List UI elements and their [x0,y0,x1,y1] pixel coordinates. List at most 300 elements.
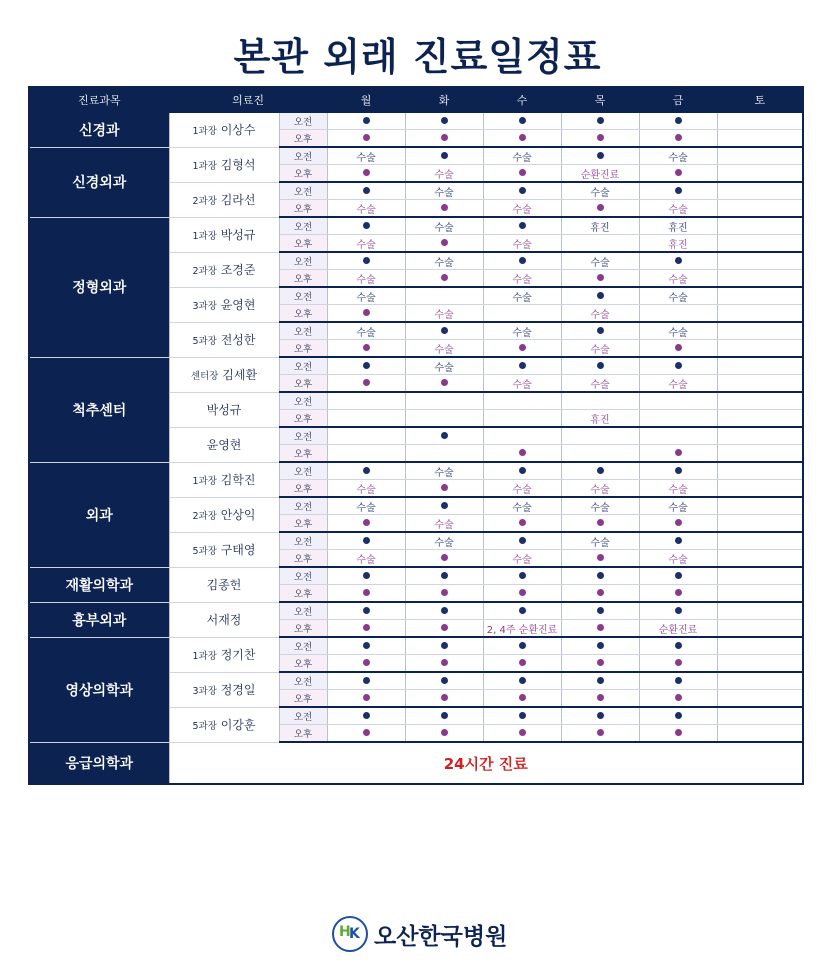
clinic-dot-icon [519,222,526,229]
emblem-letter-k: K [349,926,360,942]
schedule-note: 수술 [356,292,376,304]
schedule-cell [639,690,717,708]
clinic-dot-icon [363,519,370,526]
schedule-cell [561,305,639,323]
schedule-cell [405,305,483,323]
clinic-dot-icon [675,729,682,736]
schedule-cell [717,270,803,288]
schedule-cell [639,672,717,690]
schedule-cell [483,130,561,148]
clinic-dot-icon [441,432,448,439]
schedule-cell [561,620,639,638]
clinic-dot-icon [441,327,448,334]
schedule-row-am [29,567,803,585]
session-label-pm: 오후 [279,550,327,568]
schedule-table [28,86,804,785]
schedule-cell [639,637,717,655]
header-day-mon: 월 [327,87,405,113]
schedule-cell [327,550,405,568]
clinic-dot-icon [519,572,526,579]
clinic-dot-icon [519,659,526,666]
session-label-am: 오전 [279,322,327,340]
header-day-thu: 목 [561,87,639,113]
schedule-cell [327,357,405,375]
schedule-cell [327,113,405,130]
schedule-note: 수술 [434,519,454,531]
schedule-cell [639,497,717,515]
schedule-cell [717,200,803,218]
schedule-cell [405,130,483,148]
session-label-pm: 오후 [279,375,327,393]
schedule-note: 수술 [512,292,532,304]
schedule-cell [561,725,639,743]
schedule-cell [717,357,803,375]
schedule-note: 휴진 [668,239,688,251]
schedule-cell [561,550,639,568]
schedule-note: 휴진 [590,414,610,426]
schedule-cell [717,655,803,673]
schedule-cell [639,620,717,638]
doctor-title: 2과장 [192,196,217,207]
schedule-cell [483,585,561,603]
session-label-am: 오전 [279,357,327,375]
schedule-cell [639,655,717,673]
schedule-cell [483,602,561,620]
schedule-cell [327,392,405,410]
schedule-row-am [29,357,803,375]
schedule-note: 수술 [356,502,376,514]
schedule-cell [483,182,561,200]
schedule-note: 2, 4주 순환진료 [486,624,558,636]
schedule-cell [561,637,639,655]
emergency-row [29,742,803,784]
schedule-note: 수술 [512,152,532,164]
session-label-am: 오전 [279,567,327,585]
clinic-dot-icon [675,659,682,666]
schedule-cell [639,182,717,200]
schedule-cell [561,515,639,533]
schedule-note: 수술 [434,169,454,181]
doctor-cell [169,567,279,602]
session-label-pm: 오후 [279,725,327,743]
header-day-tue: 화 [405,87,483,113]
schedule-note: 수술 [356,554,376,566]
schedule-cell [483,200,561,218]
schedule-cell [483,252,561,270]
department-name: 흉부외과 [29,602,169,637]
schedule-cell [483,217,561,235]
session-label-pm: 오후 [279,620,327,638]
schedule-cell [639,462,717,480]
schedule-cell [561,217,639,235]
doctor-cell [169,637,279,672]
doctor-name: 이강훈 [220,718,256,732]
doctor-name: 박성규 [220,228,256,242]
doctor-title: 2과장 [192,266,217,277]
schedule-cell [405,602,483,620]
schedule-cell [327,375,405,393]
doctor-cell [169,357,279,392]
schedule-cell [405,672,483,690]
session-label-pm: 오후 [279,165,327,183]
clinic-dot-icon [675,187,682,194]
emblem-letter-h: H [339,924,351,940]
schedule-cell [561,427,639,445]
schedule-note: 휴진 [668,222,688,234]
doctor-name: 구태영 [220,543,256,557]
schedule-cell [327,725,405,743]
schedule-cell [561,497,639,515]
schedule-cell [405,497,483,515]
schedule-note: 수술 [356,327,376,339]
doctor-cell [169,497,279,532]
schedule-cell [483,305,561,323]
doctor-cell [169,217,279,252]
doctor-title: 센터장 [190,371,219,382]
clinic-dot-icon [597,554,604,561]
schedule-note: 수술 [434,362,454,374]
schedule-note: 수술 [356,204,376,216]
schedule-cell [561,235,639,253]
schedule-cell [483,690,561,708]
doctor-title: 2과장 [192,511,217,522]
session-label-pm: 오후 [279,515,327,533]
clinic-dot-icon [597,134,604,141]
session-label-am: 오전 [279,462,327,480]
clinic-dot-icon [441,484,448,491]
schedule-cell [561,322,639,340]
doctor-name: 윤영현 [220,298,256,312]
session-label-am: 오전 [279,287,327,305]
schedule-cell [483,392,561,410]
schedule-note: 수술 [590,257,610,269]
schedule-note: 수술 [512,502,532,514]
clinic-dot-icon [597,274,604,281]
doctor-title: 1과장 [192,126,217,138]
schedule-cell [483,340,561,358]
clinic-dot-icon [519,677,526,684]
schedule-note: 수술 [356,274,376,286]
schedule-note: 수술 [668,502,688,514]
schedule-note: 순환진료 [580,169,620,181]
clinic-dot-icon [441,729,448,736]
schedule-cell [639,567,717,585]
schedule-cell [717,182,803,200]
schedule-row-am [29,462,803,480]
clinic-dot-icon [675,257,682,264]
session-label-am: 오전 [279,497,327,515]
department-name: 척추센터 [29,357,169,462]
schedule-cell [639,725,717,743]
schedule-cell [405,322,483,340]
schedule-cell [639,707,717,725]
schedule-cell [483,357,561,375]
clinic-dot-icon [519,642,526,649]
schedule-body [29,113,803,785]
schedule-note: 수술 [668,327,688,339]
schedule-note: 수술 [512,484,532,496]
doctor-cell [169,182,279,217]
schedule-cell [483,427,561,445]
clinic-dot-icon [363,362,370,369]
schedule-cell [639,270,717,288]
schedule-cell [639,375,717,393]
schedule-cell [717,147,803,165]
schedule-note: 수술 [590,187,610,199]
clinic-dot-icon [597,117,604,124]
schedule-cell [405,217,483,235]
schedule-cell [717,445,803,463]
schedule-row-am [29,147,803,165]
doctor-title: 3과장 [192,686,217,697]
schedule-cell [405,690,483,708]
clinic-dot-icon [441,642,448,649]
schedule-row-am [29,637,803,655]
doctor-cell [169,392,279,427]
schedule-cell [405,147,483,165]
schedule-cell [327,462,405,480]
clinic-dot-icon [363,537,370,544]
header-doctor: 의료진 [169,87,327,113]
schedule-cell [405,113,483,130]
schedule-cell [483,113,561,130]
session-label-pm: 오후 [279,655,327,673]
clinic-dot-icon [597,642,604,649]
clinic-dot-icon [441,502,448,509]
schedule-cell [717,375,803,393]
schedule-cell [639,357,717,375]
schedule-cell [561,252,639,270]
schedule-cell [327,130,405,148]
schedule-cell [327,690,405,708]
schedule-cell [405,357,483,375]
schedule-cell [561,672,639,690]
schedule-note: 수술 [668,152,688,164]
schedule-note: 수술 [590,484,610,496]
schedule-cell [717,620,803,638]
schedule-note: 순환진료 [658,624,698,636]
schedule-note: 수술 [668,292,688,304]
hospital-name: 오산한국병원 [374,923,508,950]
doctor-title: 1과장 [192,231,217,242]
department-name: 신경과 [29,113,169,148]
schedule-cell [561,585,639,603]
session-label-am: 오전 [279,707,327,725]
clinic-dot-icon [519,467,526,474]
schedule-cell [405,410,483,428]
session-label-pm: 오후 [279,235,327,253]
schedule-cell [639,480,717,498]
schedule-cell [639,217,717,235]
clinic-dot-icon [363,187,370,194]
schedule-cell [405,532,483,550]
schedule-cell [327,252,405,270]
clinic-dot-icon [441,712,448,719]
department-name: 응급의학과 [29,742,169,784]
schedule-cell [405,235,483,253]
schedule-cell [405,480,483,498]
schedule-cell [561,392,639,410]
schedule-cell [327,655,405,673]
schedule-cell [717,410,803,428]
clinic-dot-icon [675,519,682,526]
schedule-cell [405,637,483,655]
clinic-dot-icon [519,449,526,456]
schedule-table-wrap [28,86,804,775]
schedule-cell [483,550,561,568]
schedule-cell [483,637,561,655]
schedule-cell [717,532,803,550]
schedule-note: 수술 [434,222,454,234]
schedule-cell [327,602,405,620]
schedule-cell [561,340,639,358]
session-label-am: 오전 [279,217,327,235]
clinic-dot-icon [363,642,370,649]
schedule-cell [483,270,561,288]
clinic-dot-icon [363,257,370,264]
schedule-cell [639,147,717,165]
schedule-note: 휴진 [590,222,610,234]
header-day-sat: 토 [717,87,803,113]
schedule-cell [405,252,483,270]
clinic-dot-icon [441,554,448,561]
schedule-cell [561,200,639,218]
schedule-cell [561,147,639,165]
schedule-cell [639,445,717,463]
schedule-cell [327,427,405,445]
session-label-am: 오전 [279,427,327,445]
schedule-cell [717,235,803,253]
clinic-dot-icon [363,624,370,631]
schedule-cell [405,515,483,533]
schedule-cell [405,392,483,410]
schedule-cell [717,550,803,568]
session-label-pm: 오후 [279,340,327,358]
schedule-cell [327,445,405,463]
doctor-cell [169,252,279,287]
schedule-note: 수술 [590,379,610,391]
doctor-cell [169,532,279,567]
clinic-dot-icon [441,659,448,666]
clinic-dot-icon [363,117,370,124]
doctor-name: 이상수 [220,123,256,138]
session-label-pm: 오후 [279,305,327,323]
schedule-cell [327,620,405,638]
clinic-dot-icon [519,712,526,719]
clinic-dot-icon [675,344,682,351]
schedule-cell [483,672,561,690]
session-label-pm: 오후 [279,585,327,603]
schedule-cell [717,602,803,620]
doctor-cell [169,322,279,357]
session-label-am: 오전 [279,147,327,165]
schedule-note: 수술 [668,554,688,566]
schedule-cell [405,375,483,393]
schedule-cell [405,725,483,743]
schedule-cell [483,532,561,550]
schedule-cell [327,567,405,585]
clinic-dot-icon [441,274,448,281]
schedule-cell [327,410,405,428]
schedule-cell [327,585,405,603]
department-name: 재활의학과 [29,567,169,602]
schedule-cell [639,340,717,358]
clinic-dot-icon [597,204,604,211]
schedule-cell [483,375,561,393]
emergency-hours: 24시간 진료 [169,742,803,784]
schedule-cell [717,392,803,410]
clinic-dot-icon [675,572,682,579]
session-label-am: 오전 [279,113,327,130]
doctor-name: 전성한 [220,333,256,347]
schedule-cell [327,182,405,200]
schedule-note: 수술 [668,379,688,391]
schedule-cell [561,480,639,498]
schedule-note: 수술 [512,274,532,286]
schedule-row-am [29,602,803,620]
session-label-am: 오전 [279,672,327,690]
clinic-dot-icon [597,152,604,159]
doctor-cell [169,462,279,497]
doctor-title: 1과장 [192,476,217,487]
schedule-cell [405,620,483,638]
clinic-dot-icon [519,117,526,124]
header-row [29,87,803,113]
schedule-cell [483,707,561,725]
clinic-dot-icon [519,729,526,736]
clinic-dot-icon [675,537,682,544]
session-label-pm: 오후 [279,270,327,288]
doctor-cell [169,113,279,148]
header-day-wed: 수 [483,87,561,113]
schedule-cell [405,165,483,183]
clinic-dot-icon [519,519,526,526]
schedule-cell [327,235,405,253]
schedule-cell [717,287,803,305]
schedule-cell [561,602,639,620]
schedule-cell [327,707,405,725]
doctor-cell [169,287,279,322]
doctor-cell [169,427,279,462]
schedule-cell [561,287,639,305]
session-label-pm: 오후 [279,130,327,148]
schedule-cell [717,462,803,480]
schedule-note: 수술 [434,344,454,356]
clinic-dot-icon [519,362,526,369]
schedule-cell [483,445,561,463]
schedule-note: 수술 [512,204,532,216]
doctor-cell [169,707,279,742]
clinic-dot-icon [597,362,604,369]
clinic-dot-icon [441,677,448,684]
schedule-cell [405,340,483,358]
schedule-cell [639,410,717,428]
clinic-dot-icon [441,624,448,631]
schedule-cell [483,480,561,498]
clinic-dot-icon [597,519,604,526]
schedule-cell [483,462,561,480]
header-day-fri: 금 [639,87,717,113]
clinic-dot-icon [363,467,370,474]
doctor-name: 김학진 [220,473,256,487]
clinic-dot-icon [675,589,682,596]
session-label-pm: 오후 [279,445,327,463]
clinic-dot-icon [363,572,370,579]
clinic-dot-icon [519,344,526,351]
department-name: 정형외과 [29,217,169,357]
schedule-cell [483,322,561,340]
schedule-cell [327,147,405,165]
